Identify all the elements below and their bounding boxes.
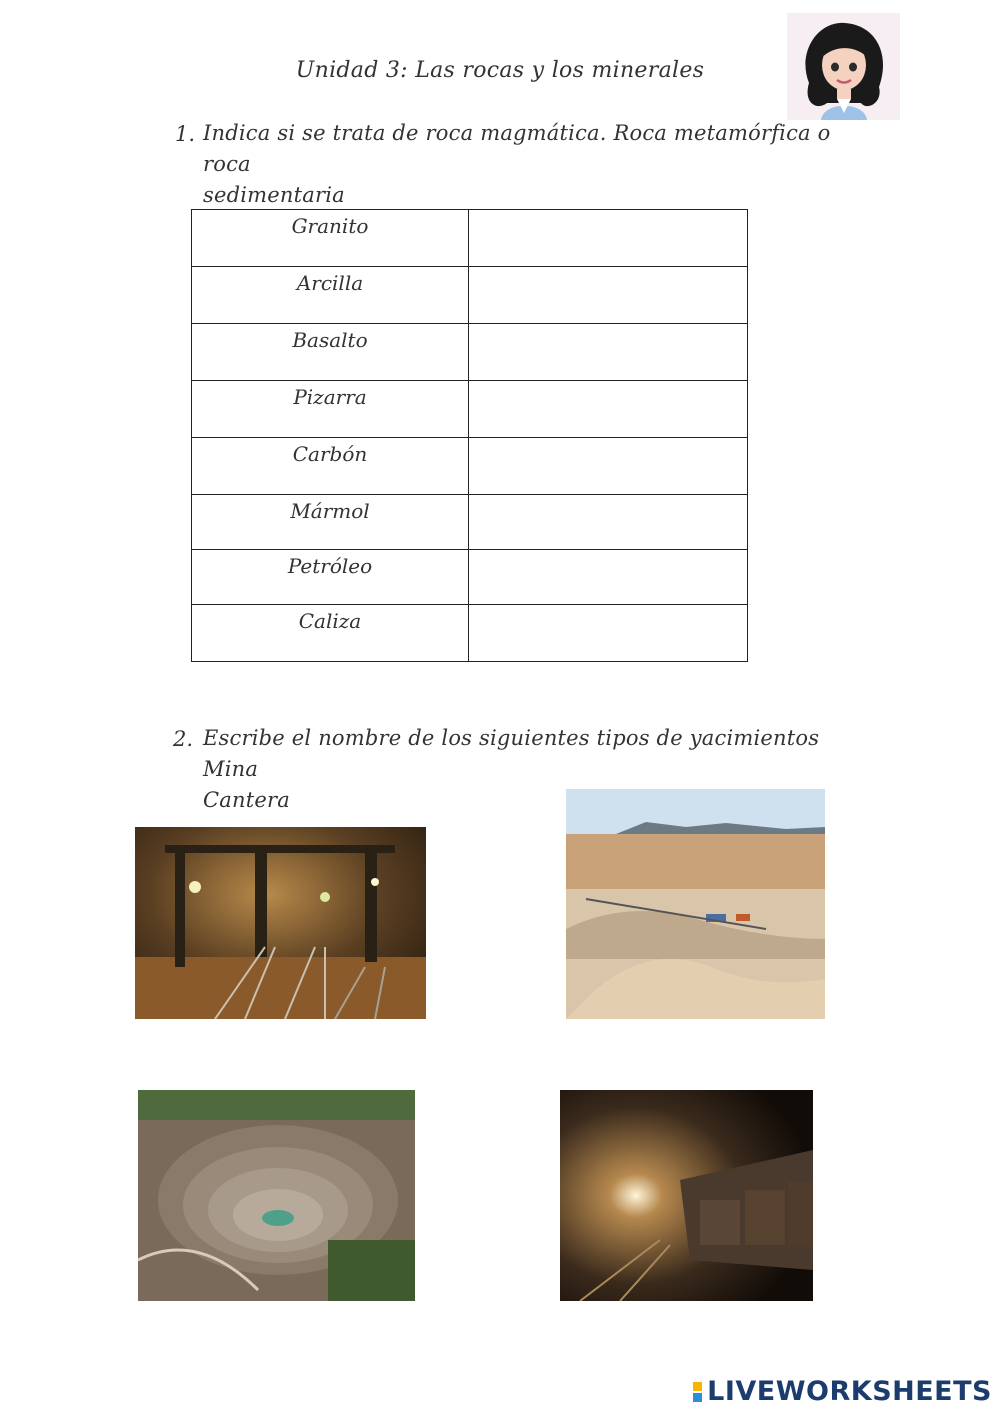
brand-name: LIVEWORKSHEETS <box>707 1376 992 1407</box>
table-row <box>192 550 748 605</box>
rock-name: Pizarra <box>192 381 469 438</box>
answer-cell <box>469 267 748 324</box>
answer-input-basalto[interactable] <box>469 324 747 345</box>
answer-input-arcilla[interactable] <box>469 267 747 288</box>
answer-cell <box>469 550 748 605</box>
brand-logo-icon <box>692 1381 703 1403</box>
table-row <box>192 438 748 495</box>
question-1-line-2: sedimentaria <box>203 183 345 207</box>
rock-name: Caliza <box>192 605 469 662</box>
question-2-number: 2. <box>173 727 194 751</box>
answer-input-marmol[interactable] <box>469 495 747 516</box>
answer-cell <box>469 210 748 267</box>
table-row <box>192 267 748 324</box>
liveworksheets-logo <box>692 1376 992 1407</box>
table-row <box>192 605 748 662</box>
answer-input-petroleo[interactable] <box>469 550 747 571</box>
answer-cell <box>469 605 748 662</box>
option-cantera: Cantera <box>203 788 290 812</box>
question-1-text <box>203 118 883 211</box>
table-row <box>192 210 748 267</box>
photo-quarry <box>566 789 825 1019</box>
question-1-number: 1. <box>175 122 196 146</box>
worksheet-title: Unidad 3: Las rocas y los minerales <box>295 58 705 83</box>
rock-name: Carbón <box>192 438 469 495</box>
photo-mine-tunnel-carts <box>560 1090 813 1301</box>
rock-name: Arcilla <box>192 267 469 324</box>
answer-cell <box>469 324 748 381</box>
question-2-text: Escribe el nombre de los siguientes tipos de yacimientos <box>203 726 820 750</box>
answer-cell <box>469 381 748 438</box>
answer-input-pizarra[interactable] <box>469 381 747 402</box>
table-row <box>192 324 748 381</box>
answer-cell <box>469 495 748 550</box>
answer-cell <box>469 438 748 495</box>
answer-input-caliza[interactable] <box>469 605 747 626</box>
rock-name: Basalto <box>192 324 469 381</box>
rock-classification-table <box>191 209 748 662</box>
table-row <box>192 495 748 550</box>
photo-open-pit-mine <box>138 1090 415 1301</box>
rock-name: Mármol <box>192 495 469 550</box>
answer-input-carbon[interactable] <box>469 438 747 459</box>
photo-underground-mine-rails <box>135 827 426 1019</box>
rock-name: Granito <box>192 210 469 267</box>
answer-input-granito[interactable] <box>469 210 747 231</box>
question-1-line-1: Indica si se trata de roca magmática. Roca metamórfica o roca <box>203 121 831 176</box>
option-mina: Mina <box>203 757 259 781</box>
table-row <box>192 381 748 438</box>
rock-name: Petróleo <box>192 550 469 605</box>
